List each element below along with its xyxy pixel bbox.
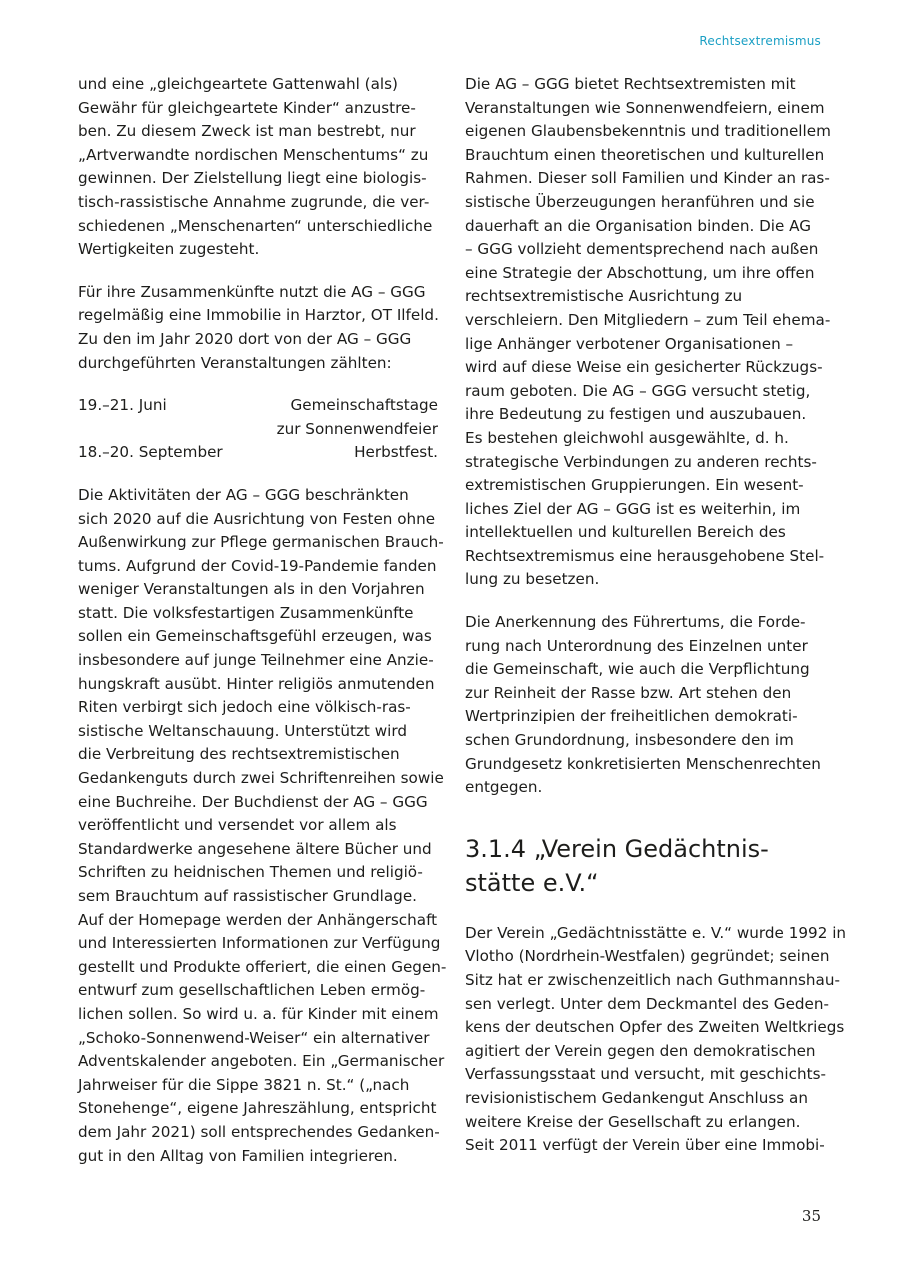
text-line: Grundgesetz konkretisierten Menschenrechten bbox=[465, 754, 821, 773]
running-header: Rechtsextremismus bbox=[699, 34, 821, 48]
text-line: und eine „gleichgeartete Gattenwahl (als) bbox=[78, 75, 398, 93]
text-line: statt. Die volksfestartigen Zusammenkünfte bbox=[78, 603, 414, 622]
text-line: schiedenen „Menschenarten“ unterschiedliche bbox=[78, 216, 433, 235]
text-line: Riten verbirgt sich jedoch eine völkisch-ras- bbox=[78, 698, 411, 717]
paragraph bbox=[465, 73, 829, 592]
text-line: 3.1.4 „Verein Gedächtnis- bbox=[465, 834, 769, 863]
text-line: gut in den Alltag von Familien integrieren. bbox=[78, 1146, 398, 1165]
left-column bbox=[78, 73, 447, 1187]
text-line: zur Reinheit der Rasse bzw. Art stehen den bbox=[465, 683, 792, 702]
text-line: die Gemeinschaft, wie auch die Verpflichtung bbox=[465, 660, 810, 679]
event-date: 19.–21. Juni bbox=[78, 396, 167, 415]
text-line: rung nach Unterordnung des Einzelnen unter bbox=[465, 636, 808, 655]
paragraph bbox=[465, 922, 847, 1158]
text-line: eigenen Glaubensbekenntnis und traditionellem bbox=[465, 122, 831, 141]
text-line: Zu den im Jahr 2020 dort von der AG – GGG bbox=[78, 329, 412, 348]
text-line: verschleiern. Den Mitgliedern – zum Teil ehema- bbox=[465, 310, 831, 329]
text-line: Wertprinzipien der freiheitlichen demokrati- bbox=[465, 707, 798, 726]
text-line: sistische Überzeugungen heranführen und sie bbox=[465, 192, 815, 211]
text-line: Wertigkeiten zugesteht. bbox=[78, 240, 260, 259]
text-line: agitiert der Verein gegen den demokratischen bbox=[465, 1041, 816, 1060]
text-line: sollen ein Gemeinschaftsgefühl erzeugen, was bbox=[78, 627, 432, 646]
event-date: 18.–20. September bbox=[78, 443, 223, 462]
text-line: Schriften zu heidnischen Themen und religiö- bbox=[78, 863, 423, 882]
right-column bbox=[465, 73, 847, 1177]
text-line: hungskraft ausübt. Hinter religiös anmutenden bbox=[78, 674, 435, 693]
text-line: schen Grundordnung, insbesondere den im bbox=[465, 731, 794, 750]
text-line: rechtsextremistische Ausrichtung zu bbox=[465, 287, 743, 306]
text-line: Seit 2011 verfügt der Verein über eine Immobi- bbox=[465, 1136, 825, 1155]
text-line: Standardwerke angesehene ältere Bücher und bbox=[78, 839, 432, 858]
text-line: Veranstaltungen wie Sonnenwendfeiern, einem bbox=[465, 98, 825, 117]
text-line: Rahmen. Dieser soll Familien und Kinder an ras- bbox=[465, 169, 830, 188]
paragraph bbox=[78, 484, 447, 1168]
section-heading bbox=[465, 832, 829, 900]
event-name: Herbstfest. bbox=[354, 443, 438, 462]
event-name: Gemeinschaftstage bbox=[290, 396, 438, 415]
text-line: die Verbreitung des rechtsextremistischen bbox=[78, 745, 400, 764]
text-line: Auf der Homepage werden der Anhängerschaft bbox=[78, 910, 438, 929]
text-line: entwurf zum gesellschaftlichen Leben ermög- bbox=[78, 981, 426, 1000]
text-line: dem Jahr 2021) soll entsprechendes Gedanken- bbox=[78, 1122, 440, 1141]
text-line: ben. Zu diesem Zweck ist man bestrebt, nur bbox=[78, 122, 416, 141]
paragraph bbox=[465, 611, 829, 800]
text-line: dauerhaft an die Organisation binden. Die AG bbox=[465, 216, 812, 235]
text-line: Es bestehen gleichwohl ausgewählte, d. h. bbox=[465, 428, 789, 447]
text-line: lichen sollen. So wird u. a. für Kinder mit einem bbox=[78, 1004, 439, 1023]
text-line: weniger Veranstaltungen als in den Vorjahren bbox=[78, 580, 425, 599]
text-line: Verfassungsstaat und versucht, mit geschichts- bbox=[465, 1065, 826, 1084]
text-line: extremistischen Gruppierungen. Ein wesent- bbox=[465, 476, 804, 495]
text-line: sich 2020 auf die Ausrichtung von Festen ohne bbox=[78, 509, 436, 528]
text-line: regelmäßig eine Immobilie in Harztor, OT Ilfeld. bbox=[78, 306, 439, 325]
text-line: und Interessierten Informationen zur Verfügung bbox=[78, 934, 441, 953]
text-line: Gedankenguts durch zwei Schriftenreihen sowie bbox=[78, 769, 444, 788]
text-line: entgegen. bbox=[465, 778, 543, 797]
text-line: sistische Weltanschauung. Unterstützt wird bbox=[78, 721, 407, 740]
text-line: Stonehenge“, eigene Jahreszählung, entspricht bbox=[78, 1099, 437, 1118]
text-line: Der Verein „Gedächtnisstätte e. V.“ wurde 1992 in bbox=[465, 923, 847, 942]
text-line: – GGG vollzieht dementsprechend nach außen bbox=[465, 240, 819, 259]
text-line: Gewähr für gleichgeartete Kinder“ anzustre- bbox=[78, 98, 416, 117]
text-line: „Schoko-Sonnenwend-Weiser“ ein alternativer bbox=[78, 1028, 430, 1047]
text-line: stätte e.V.“ bbox=[465, 868, 599, 897]
text-line: weitere Kreise der Gesellschaft zu erlangen. bbox=[465, 1112, 801, 1131]
text-line: wird auf diese Weise ein gesicherter Rückzugs- bbox=[465, 358, 823, 377]
text-line: Für ihre Zusammenkünfte nutzt die AG – GGG bbox=[78, 282, 426, 301]
text-line: ihre Bedeutung zu festigen und auszubauen. bbox=[465, 405, 807, 424]
text-line: tisch-rassistische Annahme zugrunde, die ver- bbox=[78, 192, 430, 211]
text-line: durchgeführten Veranstaltungen zählten: bbox=[78, 353, 392, 372]
text-line: Jahrweiser für die Sippe 3821 n. St.“ („nach bbox=[78, 1075, 410, 1094]
text-line: liches Ziel der AG – GGG ist es weiterhin, im bbox=[465, 499, 801, 518]
text-line: Die Aktivitäten der AG – GGG beschränkten bbox=[78, 485, 409, 504]
text-line: raum geboten. Die AG – GGG versucht stetig, bbox=[465, 381, 811, 400]
text-line: eine Strategie der Abschottung, um ihre offen bbox=[465, 263, 815, 282]
event-list bbox=[78, 394, 438, 465]
text-line: Brauchtum einen theoretischen und kulturellen bbox=[465, 145, 825, 164]
text-line: gewinnen. Der Zielstellung liegt eine biologis- bbox=[78, 169, 427, 188]
text-line: kens der deutschen Opfer des Zweiten Weltkriegs bbox=[465, 1018, 845, 1037]
text-line: sem Brauchtum auf rassistischer Grundlage. bbox=[78, 887, 417, 905]
text-line: eine Buchreihe. Der Buchdienst der AG – GGG bbox=[78, 792, 428, 811]
text-line: Vlotho (Nordrhein-Westfalen) gegründet; seinen bbox=[465, 947, 830, 966]
text-line: lige Anhänger verbotener Organisationen – bbox=[465, 334, 794, 353]
text-line: Außenwirkung zur Pflege germanischen Brauch- bbox=[78, 533, 444, 552]
text-line: revisionistischem Gedankengut Anschluss an bbox=[465, 1088, 808, 1107]
text-line: Sitz hat er zwischenzeitlich nach Guthmannshau- bbox=[465, 971, 840, 989]
text-line: lung zu besetzen. bbox=[465, 570, 600, 589]
text-line: „Artverwandte nordischen Menschentums“ zu bbox=[78, 145, 429, 164]
event-name-continued: zur Sonnenwendfeier bbox=[276, 419, 438, 438]
text-line: Die Anerkennung des Führertums, die Forde- bbox=[465, 613, 806, 632]
text-line: gestellt und Produkte offeriert, die einen Gegen- bbox=[78, 957, 447, 976]
text-line: insbesondere auf junge Teilnehmer eine Anzie- bbox=[78, 651, 434, 670]
event-row bbox=[78, 441, 438, 465]
text-line: intellektuellen und kulturellen Bereich des bbox=[465, 523, 786, 542]
text-line: Rechtsextremismus eine herausgehobene Stel- bbox=[465, 546, 825, 565]
text-line: strategische Verbindungen zu anderen rechts- bbox=[465, 452, 817, 471]
paragraph bbox=[78, 281, 438, 375]
text-line: sen verlegt. Unter dem Deckmantel des Geden- bbox=[465, 994, 830, 1013]
event-row bbox=[78, 394, 438, 418]
paragraph bbox=[78, 73, 438, 262]
page-number: 35 bbox=[801, 1207, 821, 1225]
text-line: veröffentlicht und versendet vor allem als bbox=[78, 816, 397, 835]
text-line: Die AG – GGG bietet Rechtsextremisten mit bbox=[465, 75, 796, 93]
text-line: Adventskalender angeboten. Ein „Germanischer bbox=[78, 1052, 445, 1071]
text-line: tums. Aufgrund der Covid-19-Pandemie fanden bbox=[78, 556, 437, 575]
